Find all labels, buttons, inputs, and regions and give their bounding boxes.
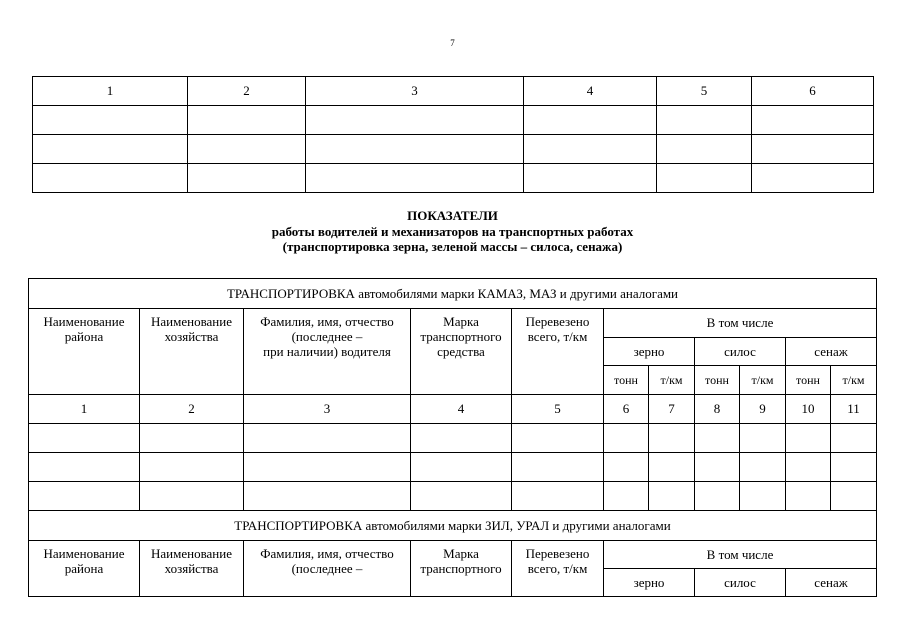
brand-header-line: транспортного	[420, 561, 502, 576]
table-cell	[244, 482, 411, 511]
brand-header-line: Марка	[443, 546, 479, 561]
table-row	[29, 453, 877, 482]
table-cell	[649, 482, 695, 511]
column-header-row	[29, 541, 877, 569]
column-number: 6	[752, 77, 874, 106]
table-cell	[140, 453, 244, 482]
table-cell	[524, 106, 657, 135]
table-cell	[512, 482, 604, 511]
total-header-line: всего, т/км	[527, 329, 588, 344]
table-cell	[33, 106, 188, 135]
table-cell	[786, 424, 831, 453]
table-cell	[752, 106, 874, 135]
section-title-caps: ТРАНСПОРТИРОВКА	[226, 285, 355, 301]
heading-title: ПОКАЗАТЕЛИ	[407, 208, 498, 223]
page-number: 7	[450, 38, 455, 48]
tkm-header: т/км	[831, 366, 877, 395]
column-number: 11	[831, 395, 877, 424]
table-cell	[831, 453, 877, 482]
indicators-table	[28, 278, 877, 597]
table-cell	[524, 164, 657, 193]
table-cell	[244, 453, 411, 482]
table-cell	[657, 164, 752, 193]
column-number-row	[29, 395, 877, 424]
district-header-label: Наименование района	[43, 546, 125, 576]
brand-header-line: средства	[437, 344, 485, 359]
table-row	[33, 106, 874, 135]
tons-header: тонн	[604, 366, 649, 395]
farm-header-label: Наименование хозяйства	[151, 314, 232, 344]
including-header: В том числе	[604, 541, 877, 569]
column-number: 5	[657, 77, 752, 106]
column-number: 3	[244, 395, 411, 424]
table-header-row	[33, 77, 874, 106]
heading-subtitle-note: (транспортировка зерна, зеленой массы – силоса, сенажа)	[282, 239, 623, 254]
section-title-row	[29, 279, 877, 309]
driver-header-line: Фамилия, имя, отчество	[260, 546, 394, 561]
brand-header	[411, 541, 512, 597]
table-cell	[740, 453, 786, 482]
column-number: 7	[649, 395, 695, 424]
section-title	[29, 279, 877, 309]
table-cell	[786, 482, 831, 511]
table-cell	[29, 453, 140, 482]
farm-header	[140, 309, 244, 395]
column-number: 2	[140, 395, 244, 424]
table-cell	[649, 424, 695, 453]
driver-header-line: при наличии) водителя	[263, 344, 391, 359]
column-number: 3	[306, 77, 524, 106]
driver-header-line: (последнее –	[291, 329, 363, 344]
document-heading	[0, 208, 905, 255]
total-header-line: всего, т/км	[527, 561, 588, 576]
table-cell	[524, 135, 657, 164]
district-header	[29, 309, 140, 395]
table-cell	[244, 424, 411, 453]
column-number: 8	[695, 395, 740, 424]
table-cell	[831, 424, 877, 453]
table-row	[29, 482, 877, 511]
table-cell	[604, 453, 649, 482]
district-header	[29, 541, 140, 597]
table-cell	[649, 453, 695, 482]
including-header: В том числе	[604, 309, 877, 338]
table-cell	[140, 424, 244, 453]
table-cell	[604, 424, 649, 453]
table-cell	[831, 482, 877, 511]
total-header	[512, 309, 604, 395]
column-number: 9	[740, 395, 786, 424]
farm-header-label: Наименование хозяйства	[151, 546, 232, 576]
table-row	[33, 135, 874, 164]
table-cell	[188, 106, 306, 135]
column-number: 2	[188, 77, 306, 106]
section-title-caps: ТРАНСПОРТИРОВКА	[234, 517, 363, 533]
table-cell	[411, 453, 512, 482]
table-cell	[33, 135, 188, 164]
table-cell	[786, 453, 831, 482]
tkm-header: т/км	[649, 366, 695, 395]
table-cell	[306, 135, 524, 164]
table-cell	[140, 482, 244, 511]
driver-header-line: (последнее –	[291, 561, 363, 576]
section-title-row	[29, 511, 877, 541]
table-cell	[740, 424, 786, 453]
total-header-line: Перевезено	[525, 546, 590, 561]
brand-header-line: транспортного	[420, 329, 502, 344]
table-cell	[657, 135, 752, 164]
table-row	[29, 424, 877, 453]
column-number: 10	[786, 395, 831, 424]
driver-header	[244, 541, 411, 597]
haylage-header: сенаж	[786, 338, 877, 366]
heading-subtitle: работы водителей и механизаторов на транспортных работах	[271, 223, 634, 239]
total-header	[512, 541, 604, 597]
table-cell	[29, 482, 140, 511]
continuation-table	[32, 76, 874, 193]
brand-header	[411, 309, 512, 395]
column-number: 6	[604, 395, 649, 424]
table-cell	[411, 482, 512, 511]
column-number: 4	[524, 77, 657, 106]
table-cell	[695, 424, 740, 453]
total-header-line: Перевезено	[525, 314, 590, 329]
grain-header: зерно	[604, 569, 695, 597]
haylage-header: сенаж	[786, 569, 877, 597]
column-header-row	[29, 309, 877, 338]
table-cell	[695, 453, 740, 482]
table-cell	[306, 106, 524, 135]
tons-header: тонн	[786, 366, 831, 395]
table-cell	[411, 424, 512, 453]
silage-header: силос	[695, 569, 786, 597]
table-cell	[752, 135, 874, 164]
table-cell	[695, 482, 740, 511]
table-cell	[188, 164, 306, 193]
table-cell	[29, 424, 140, 453]
table-cell	[306, 164, 524, 193]
district-header-label: Наименование района	[43, 314, 125, 344]
brand-header-line: Марка	[443, 314, 479, 329]
table-cell	[512, 424, 604, 453]
tkm-header: т/км	[740, 366, 786, 395]
table-cell	[752, 164, 874, 193]
farm-header	[140, 541, 244, 597]
table-cell	[604, 482, 649, 511]
table-cell	[740, 482, 786, 511]
column-number: 4	[411, 395, 512, 424]
section-title-rest: автомобилями марки КАМАЗ, МАЗ и другими аналогами	[354, 285, 679, 301]
section-title	[29, 511, 877, 541]
driver-header-line: Фамилия, имя, отчество	[260, 314, 394, 329]
table-cell	[657, 106, 752, 135]
driver-header	[244, 309, 411, 395]
table-row	[33, 164, 874, 193]
table-cell	[33, 164, 188, 193]
silage-header: силос	[695, 338, 786, 366]
section-title-rest: автомобилями марки ЗИЛ, УРАЛ и другими аналогами	[362, 517, 671, 533]
table-cell	[512, 453, 604, 482]
tons-header: тонн	[695, 366, 740, 395]
column-number: 1	[33, 77, 188, 106]
column-number: 1	[29, 395, 140, 424]
column-number: 5	[512, 395, 604, 424]
grain-header: зерно	[604, 338, 695, 366]
table-cell	[188, 135, 306, 164]
